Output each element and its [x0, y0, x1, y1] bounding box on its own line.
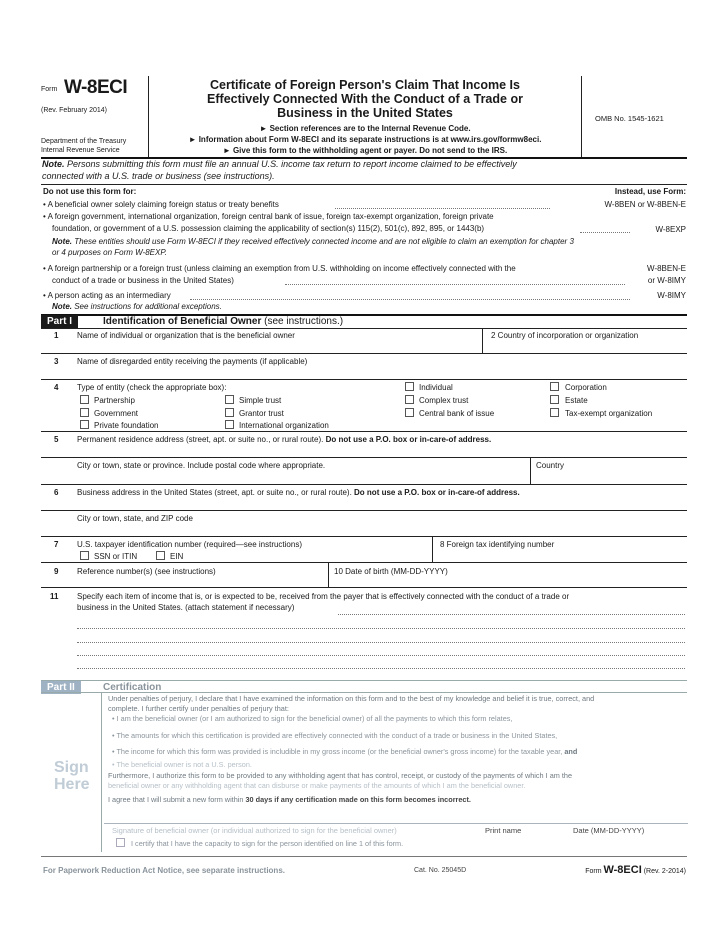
part2-title: Certification	[103, 682, 162, 693]
private-foundation-label: Private foundation	[94, 421, 159, 430]
date-of-birth-field[interactable]	[334, 576, 684, 586]
print-name-field[interactable]	[478, 808, 564, 824]
cert-agree: I agree that I will submit a new form within 30 days if any certification made on this form becomes incorrect.	[108, 795, 471, 804]
line8-label: 8 Foreign tax identifying number	[440, 540, 555, 549]
signature-field[interactable]	[108, 808, 468, 824]
exception-form-2: W-8EXP	[655, 225, 686, 234]
form-name: W-8ECI	[64, 77, 128, 98]
line5-country-label: Country	[536, 461, 565, 470]
exception-form-3: W-8BEN-E	[647, 264, 686, 273]
simple-trust-label: Simple trust	[239, 396, 282, 405]
form-revision: (Rev. February 2014)	[41, 107, 108, 114]
individual-checkbox[interactable]	[405, 382, 414, 391]
line9-label: Reference number(s) (see instructions)	[77, 567, 216, 576]
line6-city-label: City or town, state, and ZIP code	[77, 514, 193, 523]
line5-label: Permanent residence address (street, apt. or suite no., or rural route). Do not use a P.O. box or in-care-of address.	[77, 435, 492, 444]
simple-trust-checkbox[interactable]	[225, 395, 234, 404]
international-org-label: International organization	[239, 421, 329, 430]
form-prefix: Form	[41, 86, 58, 93]
cert-item-3: • The income for which this form was provided is includible in my gross income (or the beneficial owner's gross income) for the taxable year, and	[112, 747, 578, 756]
capacity-checkbox[interactable]	[116, 838, 125, 847]
government-checkbox[interactable]	[80, 408, 89, 417]
capacity-label: I certify that I have the capacity to sign for the person identified on line 1 of this form.	[131, 839, 404, 848]
entities-note: Note. These entities should use Form W-8ECI if they received effectively connected income and are not eligible to claim an exemption for chapter 3	[52, 237, 574, 246]
line6-label: Business address in the United States (street, apt. or suite no., or rural route). Do not use a P.O. box or in-care-of address.	[77, 488, 520, 497]
line7-label: U.S. taxpayer identification number (required—see instructions)	[77, 540, 302, 549]
central-bank-label: Central bank of issue	[419, 409, 495, 418]
central-bank-checkbox[interactable]	[405, 408, 414, 417]
cert-item-1: • I am the beneficial owner (or I am authorized to sign for the beneficial owner) of all the payments to which this form relates,	[112, 714, 513, 723]
exception-item-2: • A foreign government, international organization, foreign central bank of issue, foreign tax-exempt organization, foreign private	[43, 212, 494, 221]
estate-checkbox[interactable]	[550, 395, 559, 404]
date-label: Date (MM-DD-YYYY)	[573, 826, 645, 835]
do-not-use-header: Do not use this form for:	[43, 187, 137, 196]
exception-item-4: • A person acting as an intermediary	[43, 291, 171, 300]
tax-exempt-label: Tax-exempt organization	[565, 409, 653, 418]
estate-label: Estate	[565, 396, 588, 405]
partnership-label: Partnership	[94, 396, 135, 405]
permanent-city-field[interactable]	[77, 470, 527, 482]
permanent-country-field[interactable]	[534, 470, 684, 482]
part1-tag: Part I	[41, 315, 78, 328]
business-address-field[interactable]	[77, 497, 685, 509]
sign-here-label: Sign Here	[54, 759, 90, 793]
disregarded-entity-field[interactable]	[77, 366, 685, 378]
complex-trust-label: Complex trust	[419, 396, 469, 405]
form-title: Certificate of Foreign Person's Claim That Income Is Effectively Connected With the Conduct of a Trade or Business in the United States	[207, 78, 523, 120]
irs-label: Internal Revenue Service	[41, 147, 120, 154]
department: Department of the Treasury	[41, 138, 127, 145]
date-field[interactable]	[568, 808, 686, 824]
exception-item-3: • A foreign partnership or a foreign trust (unless claiming an exemption from U.S. withholding on income effectively connected with the	[43, 264, 516, 273]
tax-exempt-checkbox[interactable]	[550, 408, 559, 417]
print-name-label: Print name	[485, 826, 522, 835]
permanent-address-field[interactable]	[77, 444, 685, 456]
income-description-field[interactable]	[77, 607, 685, 669]
country-of-incorporation-field[interactable]	[486, 340, 686, 352]
individual-label: Individual	[419, 383, 453, 392]
ein-checkbox[interactable]	[156, 551, 165, 560]
corporation-label: Corporation	[565, 383, 607, 392]
complex-trust-checkbox[interactable]	[405, 395, 414, 404]
part2-tag: Part II	[41, 681, 81, 694]
line2-label: 2 Country of incorporation or organization	[491, 331, 639, 340]
catalog-number: Cat. No. 25045D	[414, 867, 467, 874]
line11-label: Specify each item of income that is, or is expected to be, received from the payer that is effectively connected with the conduct of a trade or	[77, 592, 570, 601]
certification-text: Under penalties of perjury, I declare that I have examined the information on this form and to the best of my knowledge and belief it is true, correct, and complete. I further certify under penalties of perjury that:	[108, 694, 595, 713]
line4-label: Type of entity (check the appropriate box):	[77, 383, 227, 392]
top-note: Note. Persons submitting this form must file an annual U.S. income tax return to report income claimed to be effectively connected with a U.S. trade or business (see instructions).	[42, 159, 517, 181]
ssn-itin-label: SSN or ITIN	[94, 552, 138, 561]
beneficial-owner-name-field[interactable]	[77, 340, 481, 352]
footer-form-id: Form W-8ECI (Rev. 2-2014)	[585, 864, 686, 876]
cert-item-4: • The beneficial owner is not a U.S. person.	[112, 760, 252, 769]
cert-item-2: • The amounts for which this certification is provided are effectively connected with the conduct of a trade or business in the United States,	[112, 731, 558, 740]
ssn-itin-checkbox[interactable]	[80, 551, 89, 560]
exception-form-4: W-8IMY	[657, 291, 686, 300]
line1-label: Name of individual or organization that is the beneficial owner	[77, 331, 295, 340]
business-city-field[interactable]	[77, 523, 685, 535]
omb-number: OMB No. 1545-1621	[595, 114, 664, 123]
reference-number-field[interactable]	[77, 576, 325, 586]
foreign-tin-field[interactable]	[436, 550, 686, 562]
private-foundation-checkbox[interactable]	[80, 420, 89, 429]
exception-item-1: • A beneficial owner solely claiming foreign status or treaty benefits	[43, 200, 279, 209]
line5-city-label: City or town, state or province. Include postal code where appropriate.	[77, 461, 326, 470]
partnership-checkbox[interactable]	[80, 395, 89, 404]
line10-label: 10 Date of birth (MM-DD-YYYY)	[334, 567, 448, 576]
signature-label: Signature of beneficial owner (or individual authorized to sign for the beneficial owner)	[112, 826, 397, 835]
government-label: Government	[94, 409, 139, 418]
part1-title: Identification of Beneficial Owner (see instructions.)	[103, 316, 344, 327]
corporation-checkbox[interactable]	[550, 382, 559, 391]
us-tin-field[interactable]	[200, 550, 428, 562]
cert-authorize: Furthermore, I authorize this form to be provided to any withholding agent that has control, receipt, or custody of the payments of which I am the	[108, 771, 573, 780]
paperwork-notice: For Paperwork Reduction Act Notice, see separate instructions.	[43, 866, 285, 875]
form-subtitles: ► Section references are to the Internal Revenue Code. ► Information about Form W-8ECI and its separate instructions is at www.irs.gov/formw8eci. ► Give this form to the withholding agent or payer. Do not send to the IRS.	[188, 124, 542, 155]
instead-use-header: Instead, use Form:	[614, 187, 686, 196]
exceptions-note: Note. See instructions for additional exceptions.	[52, 302, 222, 311]
international-org-checkbox[interactable]	[225, 420, 234, 429]
line3-label: Name of disregarded entity receiving the payments (if applicable)	[77, 357, 308, 366]
grantor-trust-checkbox[interactable]	[225, 408, 234, 417]
ein-label: EIN	[170, 552, 184, 561]
grantor-trust-label: Grantor trust	[239, 409, 284, 418]
exception-form-1: W-8BEN or W-8BEN-E	[604, 200, 686, 209]
